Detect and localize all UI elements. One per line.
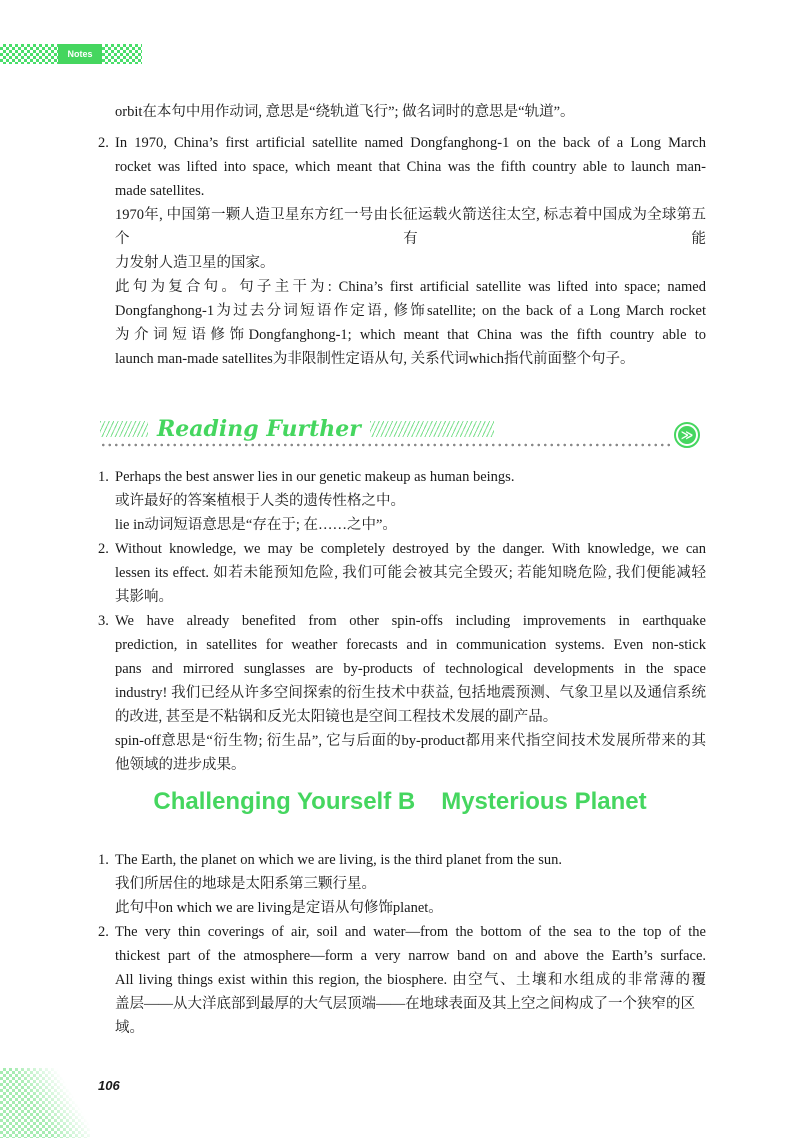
text-line [98, 465, 706, 489]
paragraph [115, 100, 706, 124]
item-number: 3. [98, 613, 109, 629]
line-text: 此句中on which we are living是定语从句修饰planet。 [115, 900, 443, 916]
dotted-divider [100, 443, 672, 447]
paragraph [115, 872, 706, 896]
text-line [98, 131, 706, 155]
text-line [115, 155, 706, 179]
paragraph [115, 896, 706, 920]
line-text: 其影响。 [115, 589, 173, 605]
item-number: 2. [98, 541, 109, 557]
line-text: 或许最好的答案植根于人类的遗传性格之中。 [115, 493, 405, 509]
text-line [115, 896, 706, 920]
list-item [98, 848, 706, 872]
line-text: 我们所居住的地球是太阳系第三颗行星。 [115, 876, 376, 892]
paragraph [115, 275, 706, 371]
line-text: rocket was lifted into space, which meant that China was the fifth country able to launch man- [115, 159, 706, 175]
text-line [115, 203, 706, 251]
text-line [115, 705, 706, 729]
line-text: pans and mirrored sunglasses are by-products of technological developments in the space [115, 661, 706, 677]
challenging-section [98, 848, 706, 1040]
text-line [115, 992, 706, 1040]
line-text: thickest part of the atmosphere—form a very narrow band on and above the Earth’s surface. [115, 948, 706, 964]
list-item [98, 920, 706, 1040]
item-number: 1. [98, 469, 109, 485]
line-text: industry! 我们已经从许多空间探索的衍生技术中获益, 包括地震预测、气象卫星以及通信系统 [115, 685, 706, 701]
text-line [115, 299, 706, 323]
line-text: 的改进, 甚至是不粘锅和反光太阳镜也是空间工程技术发展的副产品。 [115, 709, 558, 725]
reading-further-title: Reading Further [157, 416, 361, 442]
text-line [115, 872, 706, 896]
item-number: 2. [98, 924, 109, 940]
line-text: lessen its effect. 如若未能预知危险, 我们可能会被其完全毁灭; 若能知晓危险, 我们便能减轻 [115, 565, 706, 581]
line-text: lie in动词短语意思是“存在于; 在……之中”。 [115, 517, 397, 533]
text-line [115, 944, 706, 968]
text-line [115, 513, 706, 537]
line-text: 盖层——从大洋底部到最厚的大气层顶端——在地球表面及其上空之间构成了一个狭窄的区域。 [115, 996, 695, 1036]
paragraph [115, 203, 706, 275]
text-line [115, 179, 706, 203]
text-line [115, 968, 706, 992]
paragraph [115, 513, 706, 537]
line-text: made satellites. [115, 183, 205, 199]
reading-further-header [100, 414, 700, 454]
text-line [115, 657, 706, 681]
line-text: In 1970, China’s first artificial satellite named Dongfanghong-1 on the back of a Long March [115, 135, 706, 151]
text-line [115, 275, 706, 299]
challenging-title-part2: Mysterious Planet [441, 788, 647, 815]
item-number: 2. [98, 135, 109, 151]
text-line [115, 633, 706, 657]
line-text: 力发射人造卫星的国家。 [115, 255, 275, 271]
line-text: launch man-made satellites为非限制性定语从句, 关系代词which指代前面整个句子。 [115, 351, 635, 367]
paragraph [115, 489, 706, 513]
corner-decoration [0, 1068, 90, 1138]
list-item [98, 609, 706, 729]
line-text: orbit在本句中用作动词, 意思是“绕轨道飞行”; 做名词时的意思是“轨道”。 [115, 104, 575, 120]
text-line [115, 681, 706, 705]
page-number: 106 [98, 1078, 120, 1093]
text-line [115, 100, 706, 124]
text-line [115, 489, 706, 513]
line-text: Without knowledge, we may be completely destroyed by the danger. With knowledge, we can [115, 541, 706, 557]
line-text: spin-off意思是“衍生物; 衍生品”, 它与后面的by-product都用来代指空间技术发展所带来的其 [115, 733, 706, 749]
text-line [115, 251, 706, 275]
notes-section [98, 100, 706, 371]
text-line [115, 753, 706, 777]
line-text: 为介词短语修饰Dongfanghong-1; which meant that China was the fifth country able to [115, 327, 706, 343]
list-item [98, 131, 706, 203]
line-text: The Earth, the planet on which we are living, is the third planet from the sun. [115, 852, 562, 868]
paragraph [115, 729, 706, 777]
text-line [98, 609, 706, 633]
line-text: 他领域的进步成果。 [115, 757, 246, 773]
line-text: 1970年, 中国第一颗人造卫星东方红一号由长征运载火箭送往太空, 标志着中国成为全球第五个有能 [115, 207, 706, 247]
line-text: Perhaps the best answer lies in our genetic makeup as human beings. [115, 469, 515, 485]
hatch-decoration [370, 421, 494, 437]
list-item [98, 465, 706, 489]
notes-tab: Notes [58, 44, 102, 64]
line-text: We have already benefited from other spin-offs including improvements in earthquake [115, 613, 706, 629]
reading-further-section [98, 465, 706, 777]
challenging-title [0, 785, 800, 819]
item-number: 1. [98, 852, 109, 868]
text-line [98, 920, 706, 944]
text-line [115, 323, 706, 347]
hatch-decoration [100, 421, 148, 437]
text-line [115, 347, 706, 371]
reading-further-title-row [100, 414, 494, 444]
line-text: Dongfanghong-1为过去分词短语作定语, 修饰satellite; on the back of a Long March rocket [115, 303, 706, 319]
line-text: All living things exist within this region, the biosphere. 由空气、土壤和水组成的非常薄的覆 [115, 972, 706, 988]
challenging-title-part1: Challenging Yourself B [153, 788, 416, 815]
text-line [98, 537, 706, 561]
text-line [115, 585, 706, 609]
double-chevron-down-icon[interactable]: ≫ [674, 422, 700, 448]
line-text: The very thin coverings of air, soil and water—from the bottom of the sea to the top of the [115, 924, 706, 940]
text-line [115, 561, 706, 585]
line-text: prediction, in satellites for weather forecasts and in communication systems. Even non-stick [115, 637, 706, 653]
text-line [115, 729, 706, 753]
text-line [98, 848, 706, 872]
list-item [98, 537, 706, 609]
line-text: 此句为复合句。句子主干为: China’s first artificial satellite was lifted into space; named [115, 279, 706, 295]
